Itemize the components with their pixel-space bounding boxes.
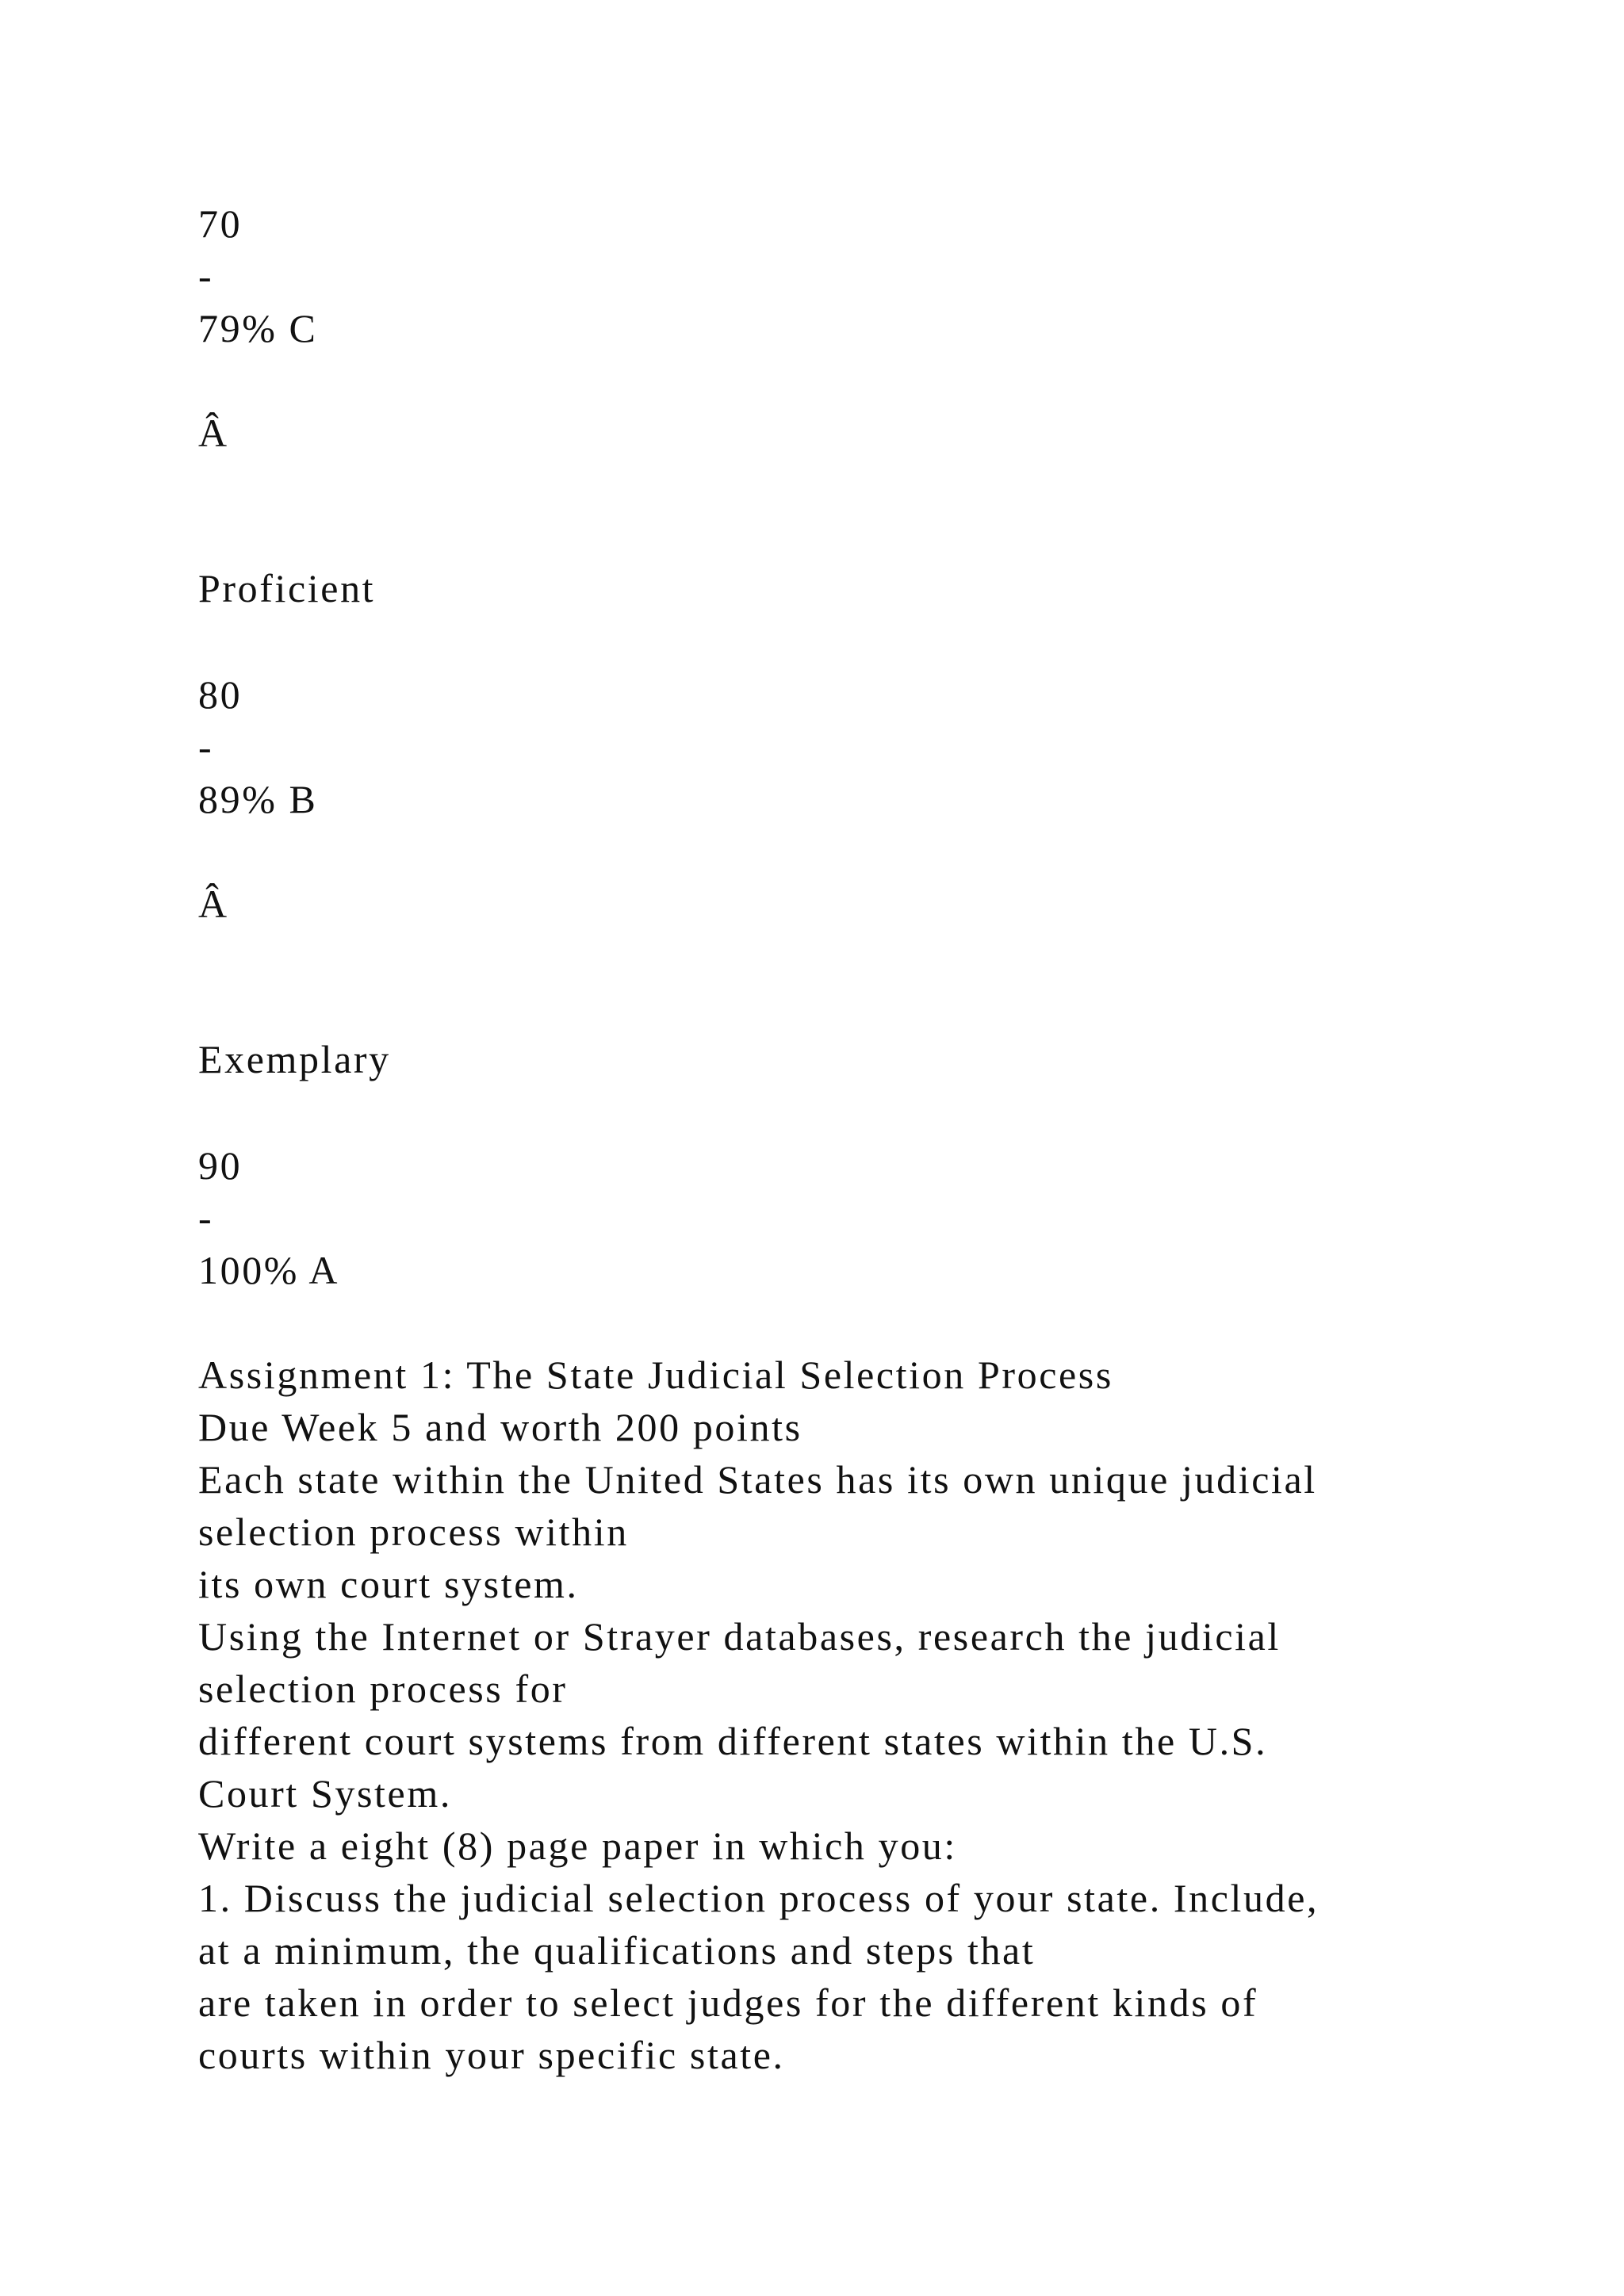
body-line: at a minimum, the qualifications and steps that bbox=[198, 1928, 1036, 1973]
level-heading: Exemplary bbox=[198, 1037, 391, 1081]
grade-range-dash: - bbox=[198, 254, 214, 298]
encoding-artifact: Â bbox=[198, 882, 229, 926]
grade-range-start: 90 bbox=[198, 1143, 243, 1188]
body-line: 1. Discuss the judicial selection process of your state. Include, bbox=[198, 1876, 1320, 1920]
body-line: courts within your specific state. bbox=[198, 2033, 785, 2077]
encoding-artifact: Â bbox=[198, 411, 229, 455]
body-line: different court systems from different states within the U.S. bbox=[198, 1719, 1268, 1763]
grade-range-end: 89% B bbox=[198, 777, 318, 821]
grade-range-dash: - bbox=[198, 1196, 214, 1240]
grade-range-start: 80 bbox=[198, 672, 243, 717]
body-line: are taken in order to select judges for the different kinds of bbox=[198, 1980, 1258, 2025]
grade-range-end: 79% C bbox=[198, 306, 318, 350]
grade-range-end: 100% A bbox=[198, 1248, 340, 1292]
body-line: Using the Internet or Strayer databases, research the judicial bbox=[198, 1614, 1281, 1659]
body-line: Write a eight (8) page paper in which you: bbox=[198, 1823, 957, 1868]
level-heading: Proficient bbox=[198, 566, 376, 610]
body-line: Each state within the United States has its own unique judicial bbox=[198, 1457, 1317, 1502]
assignment-due: Due Week 5 and worth 200 points bbox=[198, 1405, 802, 1449]
body-line: selection process within bbox=[198, 1510, 629, 1554]
grade-range-dash: - bbox=[198, 725, 214, 769]
body-line: Court System. bbox=[198, 1771, 452, 1816]
assignment-title: Assignment 1: The State Judicial Selection Process bbox=[198, 1353, 1113, 1397]
grade-range-start: 70 bbox=[198, 201, 243, 246]
body-line: selection process for bbox=[198, 1667, 568, 1711]
body-line: its own court system. bbox=[198, 1562, 579, 1606]
